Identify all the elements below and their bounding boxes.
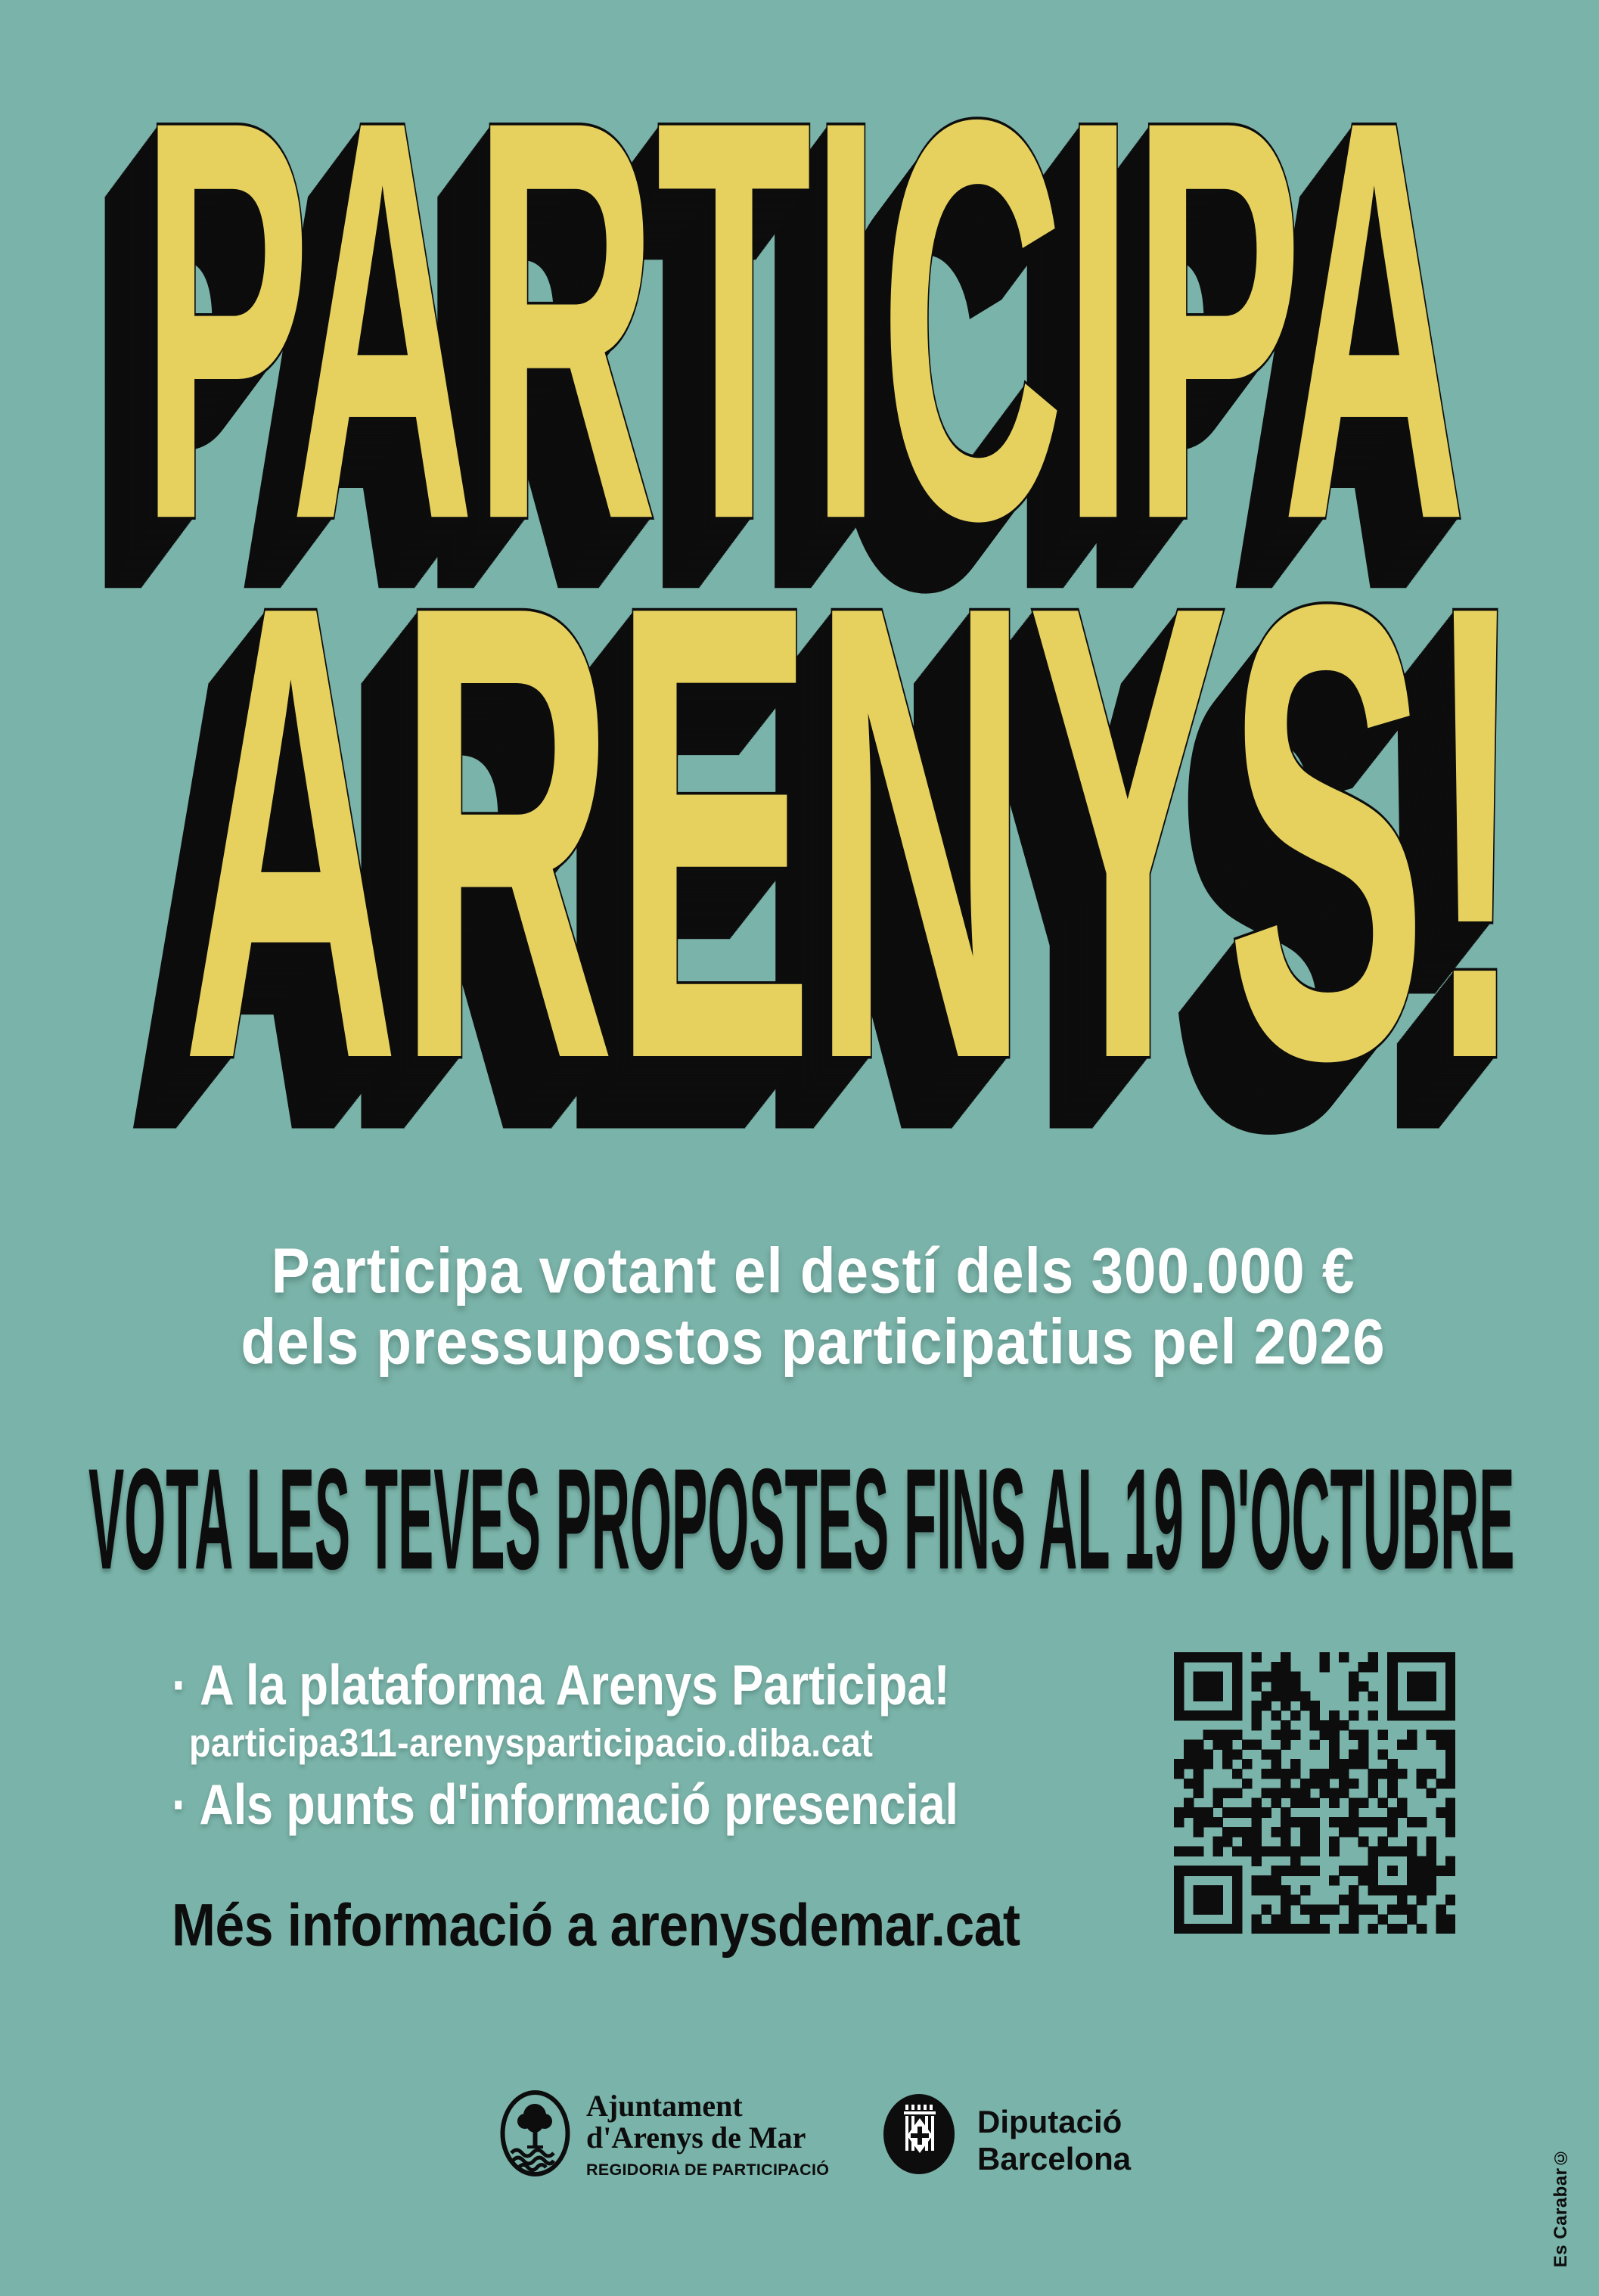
ajuntament-department: REGIDORIA DE PARTICIPACIÓ xyxy=(586,2161,830,2179)
subtitle-line1: Participa votant el destí dels 300.000 € xyxy=(271,1234,1355,1306)
crowned-shield-icon xyxy=(880,2092,960,2176)
qr-code xyxy=(1174,1652,1455,1934)
ajuntament-logo-text xyxy=(586,2090,829,2179)
ajuntament-name-line2: d'Arenys de Mar xyxy=(586,2120,806,2155)
subtitle xyxy=(29,1235,1597,1378)
tree-seal-icon xyxy=(499,2089,571,2177)
diputacio-line2: Barcelona xyxy=(977,2141,1132,2177)
bullet-info-points-label: Als punts d'informació presencial xyxy=(199,1772,958,1837)
bullet-dot-icon: · xyxy=(172,1772,188,1837)
bullet-info-points xyxy=(172,1772,958,1837)
poster-title-line2: ARENYS! xyxy=(182,471,1524,1195)
more-info-line: Més informació a arenysdemar.cat xyxy=(172,1891,1020,1959)
bullet-platform xyxy=(172,1653,950,1717)
bullet-platform-label: A la plataforma Arenys Participa! xyxy=(199,1653,950,1717)
platform-url: participa311-arenysparticipacio.diba.cat xyxy=(189,1721,874,1766)
ajuntament-name-line1: Ajuntament xyxy=(586,2089,743,2123)
bullet-dot-icon: · xyxy=(172,1653,188,1717)
diputacio-line1: Diputació xyxy=(977,2104,1122,2139)
deadline-headline: VOTA LES TEVES PROPOSTES FINS AL 19 D'OCTUBRE xyxy=(88,1439,1515,1601)
poster-title-line1: PARTICIPA xyxy=(141,2,1465,638)
subtitle-line2: dels pressupostos participatius pel 2026 xyxy=(241,1306,1386,1378)
studio-credit: Es Carabar© xyxy=(1551,2146,1571,2267)
diputacio-logo-text xyxy=(977,2103,1131,2177)
